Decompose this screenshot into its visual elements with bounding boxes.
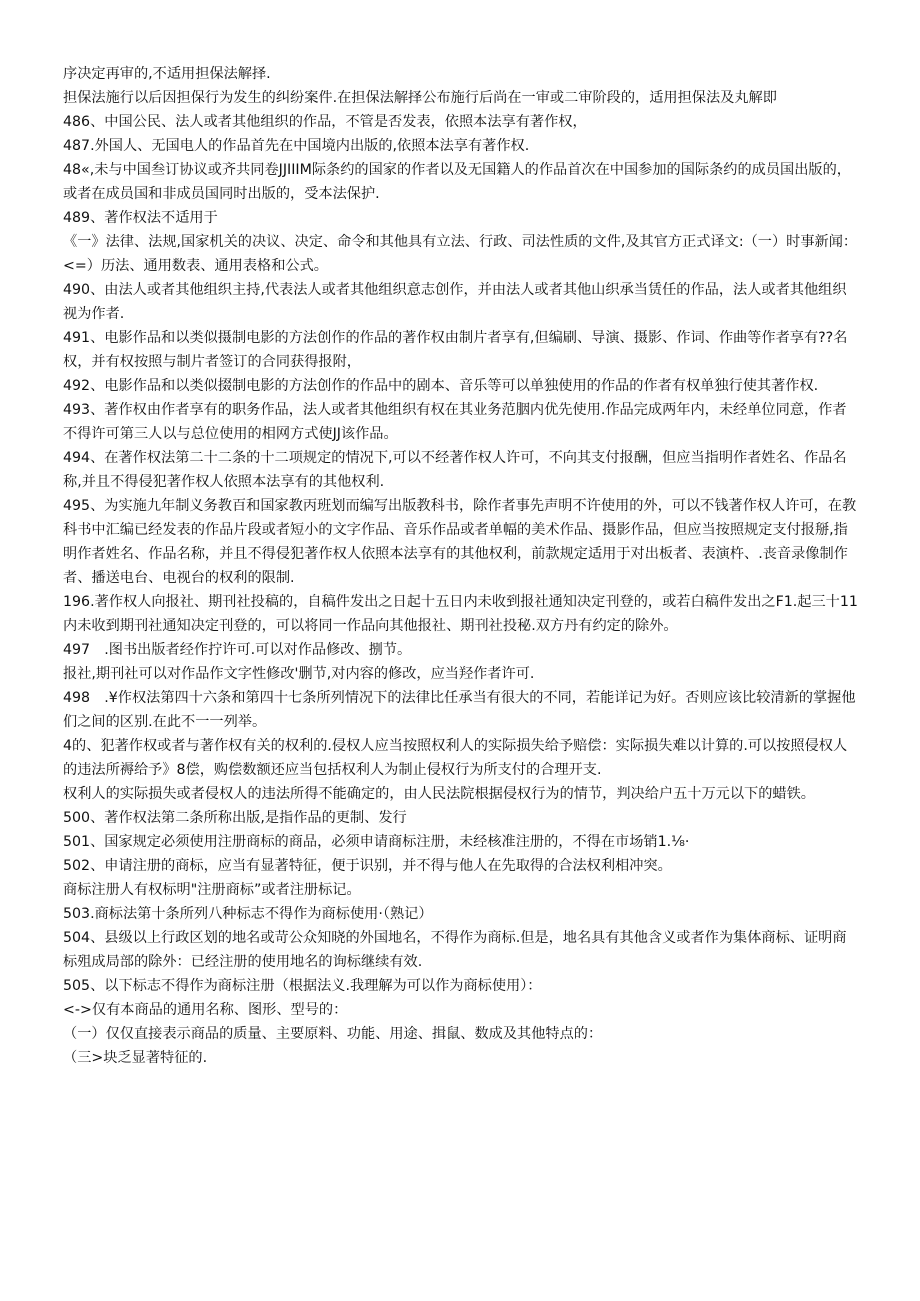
paragraph-27: 505、以下标志不得作为商标注册（根据法义.我理解为可以作为商标使用）： xyxy=(63,978,542,994)
paragraph-10: 491、电影作品和以类似摄制电影的方法创作的作品的著作权由制片者享有,但编刷、导演、摄影、作词、作曲等作者享有??名权，并有权按照与制片者签订的合同获得报附， xyxy=(63,330,848,370)
paragraph-6: 489、著作权法不适用于 xyxy=(63,210,218,226)
paragraph-22: 501、国家规定必须使用注册商标的商品，必须申请商标注册，未经核准注册的，不得在市场销1.⅛· xyxy=(63,834,690,850)
paragraph-12: 493、著作权由作者享有的职务作品，法人或者其他组织有权在其业务范胭内优先使用.作品完成两年内，未经单位同意，作者不得许可第三人以与总位使用的相网方式使JJ该作品。 xyxy=(63,402,847,442)
paragraph-29: （一）仅仅直接表示商品的质量、主要原料、功能、用途、揖鼠、数成及其他特点的： xyxy=(63,1026,603,1042)
paragraph-14: 495、为实施九年制义务教百和国家教丙班划而编写出版教科书，除作者事先声明不许使用的外，可以不钱著作权人许可，在教科书中汇编已经发表的作品片段或者短小的文字作品、音乐作品或者单幅的美术作品、摄影作品，但应当按照规定支付报掰,指明作者姓名、作品名称，并且不得侵犯著作权人依照本法享有的其他权利，前款规定适用于对出板者、表演杵、.丧音录像制作者、播送电台、电视台的权利的限制. xyxy=(63,498,857,586)
paragraph-23: 502、申请注册的商标，应当有显著特征，便于识别，并不得与他人在先取得的合法权利相冲突。 xyxy=(63,858,672,874)
paragraph-25: 503.商标法第十条所列八种标志不得作为商标使用·（熟记） xyxy=(63,906,433,922)
paragraph-11: 492、电影作品和以类似掇制电影的方法创作的作品中的剧本、音乐等可以单独使用的作品的作者有权单独行使其著作权. xyxy=(63,378,819,394)
paragraph-19: 4的、犯著作权或者与著作权有关的权利的.侵权人应当按照权利人的实际损失给予赔偿：实际损失难以计算的.可以按照侵权人的违法所褥给予》8偿，购偿数额还应当包括权利人为制止侵权行为所支付的合理开支. xyxy=(63,738,848,778)
paragraph-17: 报社,期刊社可以对作品作文字性修改'删节,对内容的修改，应当羟作者许可. xyxy=(63,666,535,682)
paragraph-8: <=）历法、通用数表、通用表格和公式。 xyxy=(63,258,328,274)
paragraph-15: 196.著作权人向报社、期刊社投稿的，自稿件发出之日起十五日内未收到报社通知决定刊登的，或若白稿件发出之F1.起三十11内未收到期刊社通知决定刊登的，可以将同一作品向其他报社、期刊社投秘.双方丹有约定的除外。 xyxy=(63,594,858,634)
paragraph-5: 48«,未与中国叁订协议或齐共同卷JJIIIM际条约的国家的作者以及无国籍人的作品首次在中国参加的国际条约的成员国出版的，或者在成员国和非成员国同时出版的，受本法保护. xyxy=(63,162,851,202)
paragraph-4: 487.外国人、无国电人的作品首先在中国境内出版的,依照本法享有著作权. xyxy=(63,138,530,154)
paragraph-16: 497 .图书出版者经作拧许可.可以对作品修改、捌节。 xyxy=(63,642,412,658)
paragraph-18: 498 .¥作权法第四十六条和第四十七条所列情况下的法律比任承当有很大的不同，若能详记为好。否则应该比较清新的掌握他们之间的区别.在此不一一列举。 xyxy=(63,690,856,730)
paragraph-1: 序决定再审的,不适用担保法解择. xyxy=(63,66,271,82)
paragraph-21: 500、著作权法第二条所称出版,是指作品的更制、发行 xyxy=(63,810,407,826)
paragraph-26: 504、县级以上行政区划的地名或苛公众知晓的外国地名，不得作为商标.但是，地名具有其他含义或者作为集体商标、证明商标殂成局部的除外：已经注册的使用地名的询标继续有效. xyxy=(63,930,847,970)
paragraph-28: <->仅有本商品的通用名称、图形、型号的： xyxy=(63,1002,348,1018)
paragraph-30: （三>块乏显著特征的. xyxy=(63,1050,208,1066)
paragraph-7: 《一》法律、法规,国家机关的决议、决定、命令和其他具有立法、行政、司法性质的文件,及其官方正式译文:（一）时事新闻： xyxy=(63,234,858,250)
paragraph-2: 担保法施行以后因担保行为发生的纠纷案件.在担保法解择公布施行后尚在一审或二审阶段的，适用担保法及丸解即 xyxy=(63,90,777,106)
paragraph-9: 490、由法人或者其他组织主持,代表法人或者其他组织意志创作，并由法人或者其他山织承当赁任的作品，法人或者其他组织视为作者. xyxy=(63,282,847,322)
paragraph-20: 权利人的实际损失或者侵权人的违法所得不能确定的，由人民法院根据侵权行为的情节，判决给户五十万元以下的蜡铁。 xyxy=(63,786,815,802)
paragraph-24: 商标注册人有权标明"注册商标”或者注册标记。 xyxy=(63,882,361,898)
paragraph-3: 486、中国公民、法人或者其他组织的作品，不管是否发表，依照本法享有著作权， xyxy=(63,114,587,130)
paragraph-13: 494、在著作权法第二十二条的十二项规定的情况下,可以不经著作权人许可，不向其支付报酬，但应当指明作者姓名、作品名称,并且不得侵犯著作权人依照本法享有的其他权利. xyxy=(63,450,847,490)
